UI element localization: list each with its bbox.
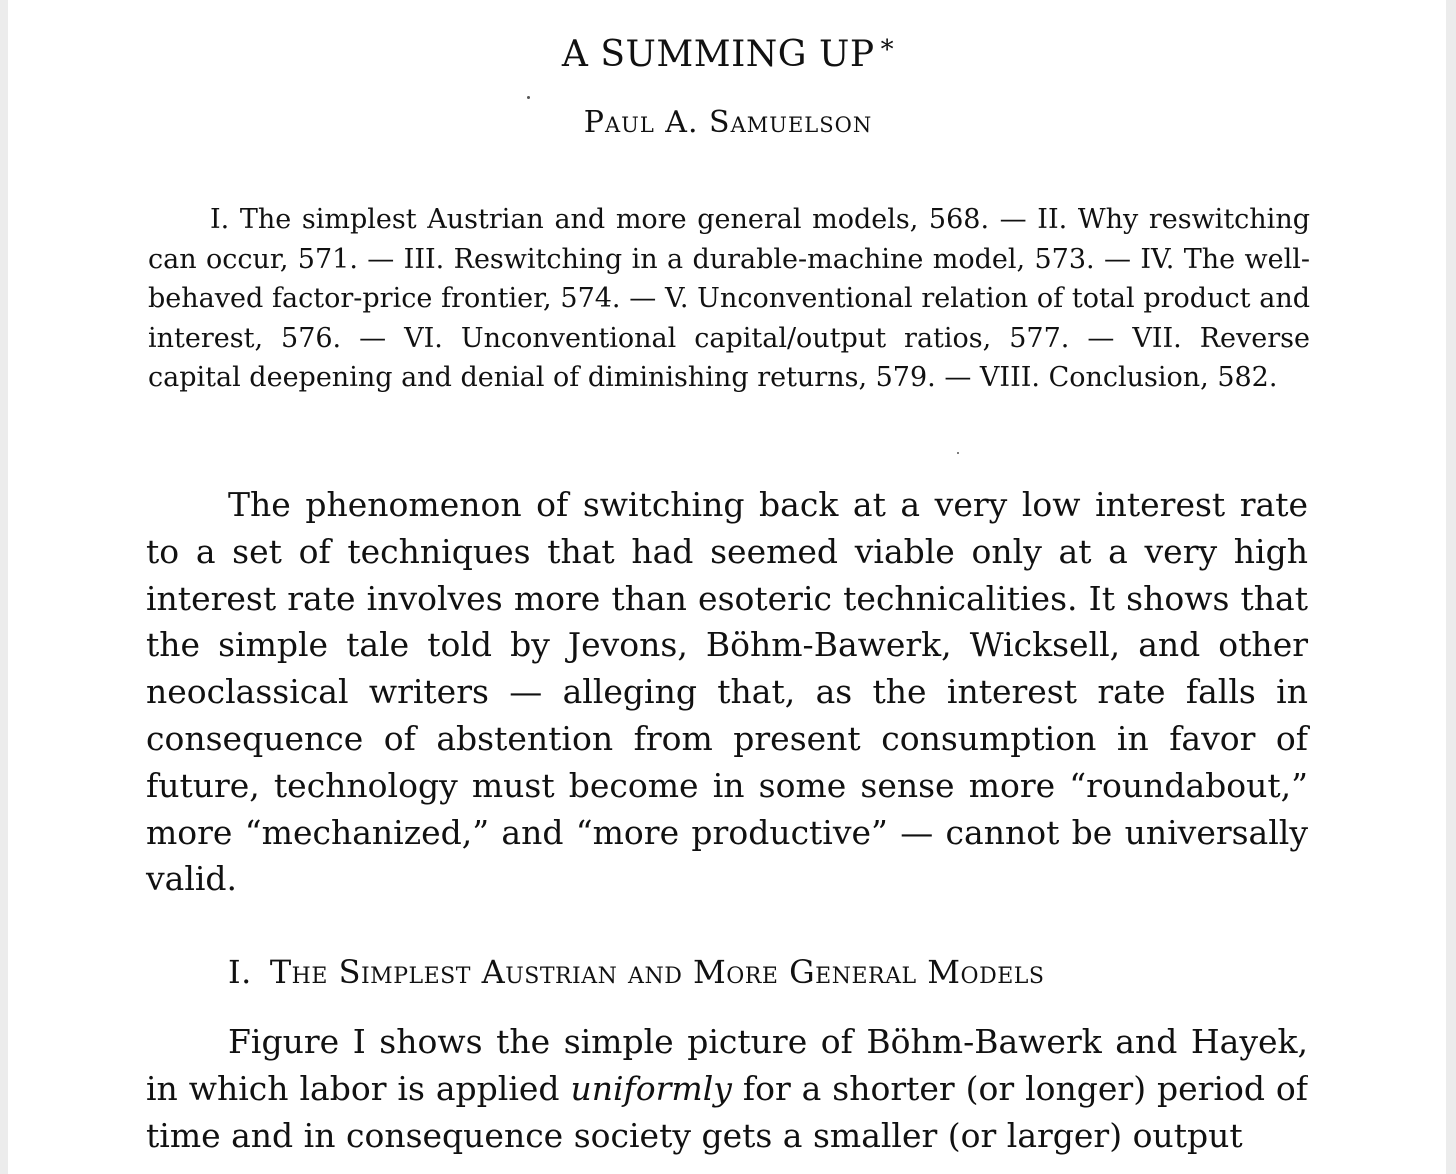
intro-paragraph: The phenomenon of switching back at a very low interest rate to a set of techniques that had seemed viable only at a very high interest rate involves more than esoteric technicalities. It shows that the simple tale told by Jevons, Böhm-Bawerk, Wicksell, and other neoclassical writers — alleging that, as the interest rate falls in consequence of abstention from present consumption in favor of future, technology must become in some sense more “roundabout,” more “mechanized,” and “more productive” — cannot be universally valid. [146, 485, 1308, 899]
section-paragraph-emphasis: uniformly [570, 1068, 732, 1108]
article-title [0, 26, 1456, 79]
section-number: I. [228, 953, 252, 991]
article-author: Paul A. Samuelson [583, 105, 873, 140]
page-edge-left [0, 0, 8, 1174]
section-paragraph-end: for a shorter (or longer) period of time and in consequence society gets a smaller (or larger) output [146, 1068, 1308, 1155]
scan-speck [527, 96, 530, 99]
page-edge-right [1446, 0, 1456, 1174]
section-title: The Simplest Austrian and More General Models [269, 953, 1045, 991]
title-footnote-mark: * [880, 35, 895, 65]
scan-speck [957, 452, 959, 454]
article-title-text: A SUMMING UP [561, 34, 875, 75]
section-heading [228, 950, 1328, 994]
section-contents-summary: I. The simplest Austrian and more general models, 568. — II. Why reswitching can occur, 571. — III. Reswitching in a durable-machine model, 573. — IV. The well-behaved factor-price frontier, 574. — V. Unconventional relation of total product and interest, 576. — VI. Unconventional capital/output ratios, 577. — VII. Reverse capital deepening and denial of diminishing returns, 579. — VIII. Conclusion, 582. [148, 204, 1310, 393]
section-paragraph-start: Figure I shows the simple picture of Böhm-Bawerk and Hayek, in which labor is applied [146, 1022, 1308, 1108]
section-paragraph [146, 1019, 1308, 1169]
